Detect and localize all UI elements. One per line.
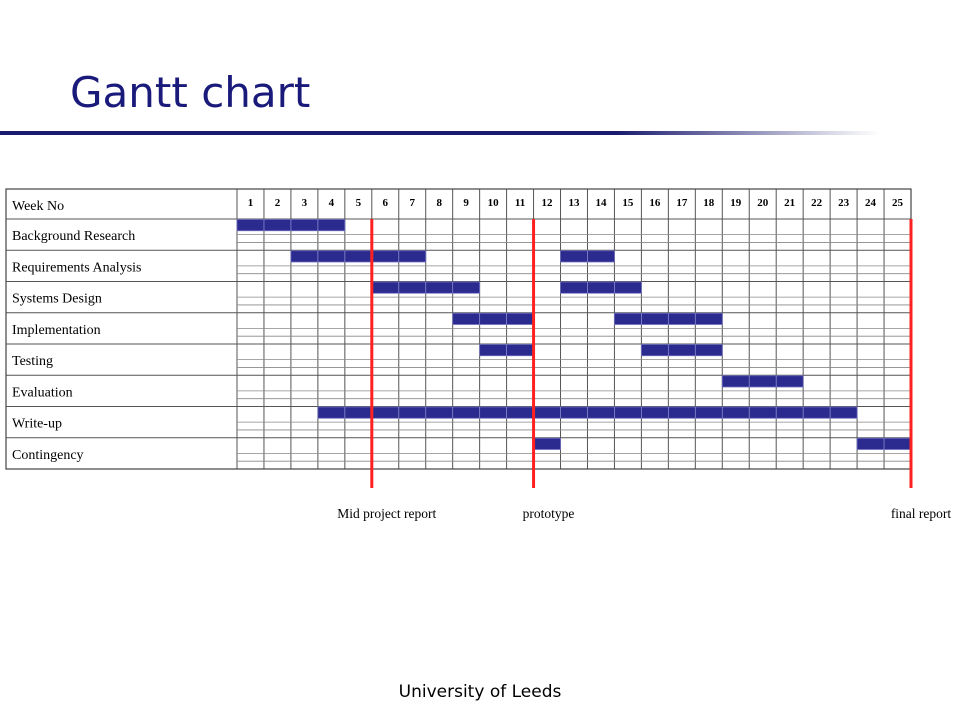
task-label: Requirements Analysis — [12, 260, 142, 276]
milestone-label: final report — [890, 506, 952, 521]
week-tick-label: 19 — [730, 197, 742, 209]
task-label: Implementation — [12, 322, 101, 338]
task-bar — [722, 376, 803, 387]
week-tick-label: 16 — [649, 197, 661, 209]
task-label: Contingency — [12, 447, 84, 463]
week-tick-label: 21 — [784, 197, 796, 209]
task-bar — [453, 313, 534, 324]
gantt-table-bg — [6, 189, 911, 469]
week-tick-label: 8 — [436, 197, 442, 209]
task-bar — [561, 282, 642, 293]
footer-text: University of Leeds — [398, 682, 562, 702]
task-label: Testing — [12, 354, 54, 369]
slide-title: Gantt chart — [70, 68, 311, 117]
week-tick-label: 7 — [409, 197, 415, 209]
week-tick-label: 23 — [838, 197, 850, 209]
week-tick-label: 11 — [514, 197, 526, 209]
week-tick-label: 3 — [301, 197, 308, 209]
milestone-label: Mid project report — [337, 506, 437, 521]
task-label: Write-up — [12, 416, 62, 432]
week-tick-label: 15 — [622, 197, 634, 209]
week-tick-label: 17 — [676, 197, 688, 209]
milestone-label: prototype — [522, 506, 575, 521]
task-bar — [641, 345, 722, 356]
week-tick-label: 6 — [382, 197, 389, 209]
week-tick-label: 22 — [811, 197, 823, 209]
week-tick-label: 24 — [865, 197, 877, 209]
week-no-header: Week No — [12, 199, 65, 214]
task-label: Evaluation — [12, 385, 73, 401]
task-bar — [534, 438, 561, 449]
task-bar — [291, 251, 426, 262]
week-tick-label: 9 — [463, 197, 469, 209]
week-tick-label: 13 — [568, 197, 580, 209]
week-tick-label: 4 — [328, 197, 335, 209]
week-tick-label: 10 — [487, 197, 499, 209]
week-tick-label: 25 — [892, 197, 904, 209]
week-tick-label: 14 — [595, 197, 607, 209]
week-tick-label: 1 — [247, 197, 254, 209]
week-tick-label: 2 — [274, 197, 281, 209]
week-tick-label: 12 — [541, 197, 553, 209]
week-tick-label: 5 — [355, 197, 362, 209]
task-label: Systems Design — [12, 291, 102, 307]
week-tick-label: 20 — [757, 197, 769, 209]
week-tick-label: 18 — [703, 197, 715, 209]
task-label: Background Research — [12, 229, 136, 244]
